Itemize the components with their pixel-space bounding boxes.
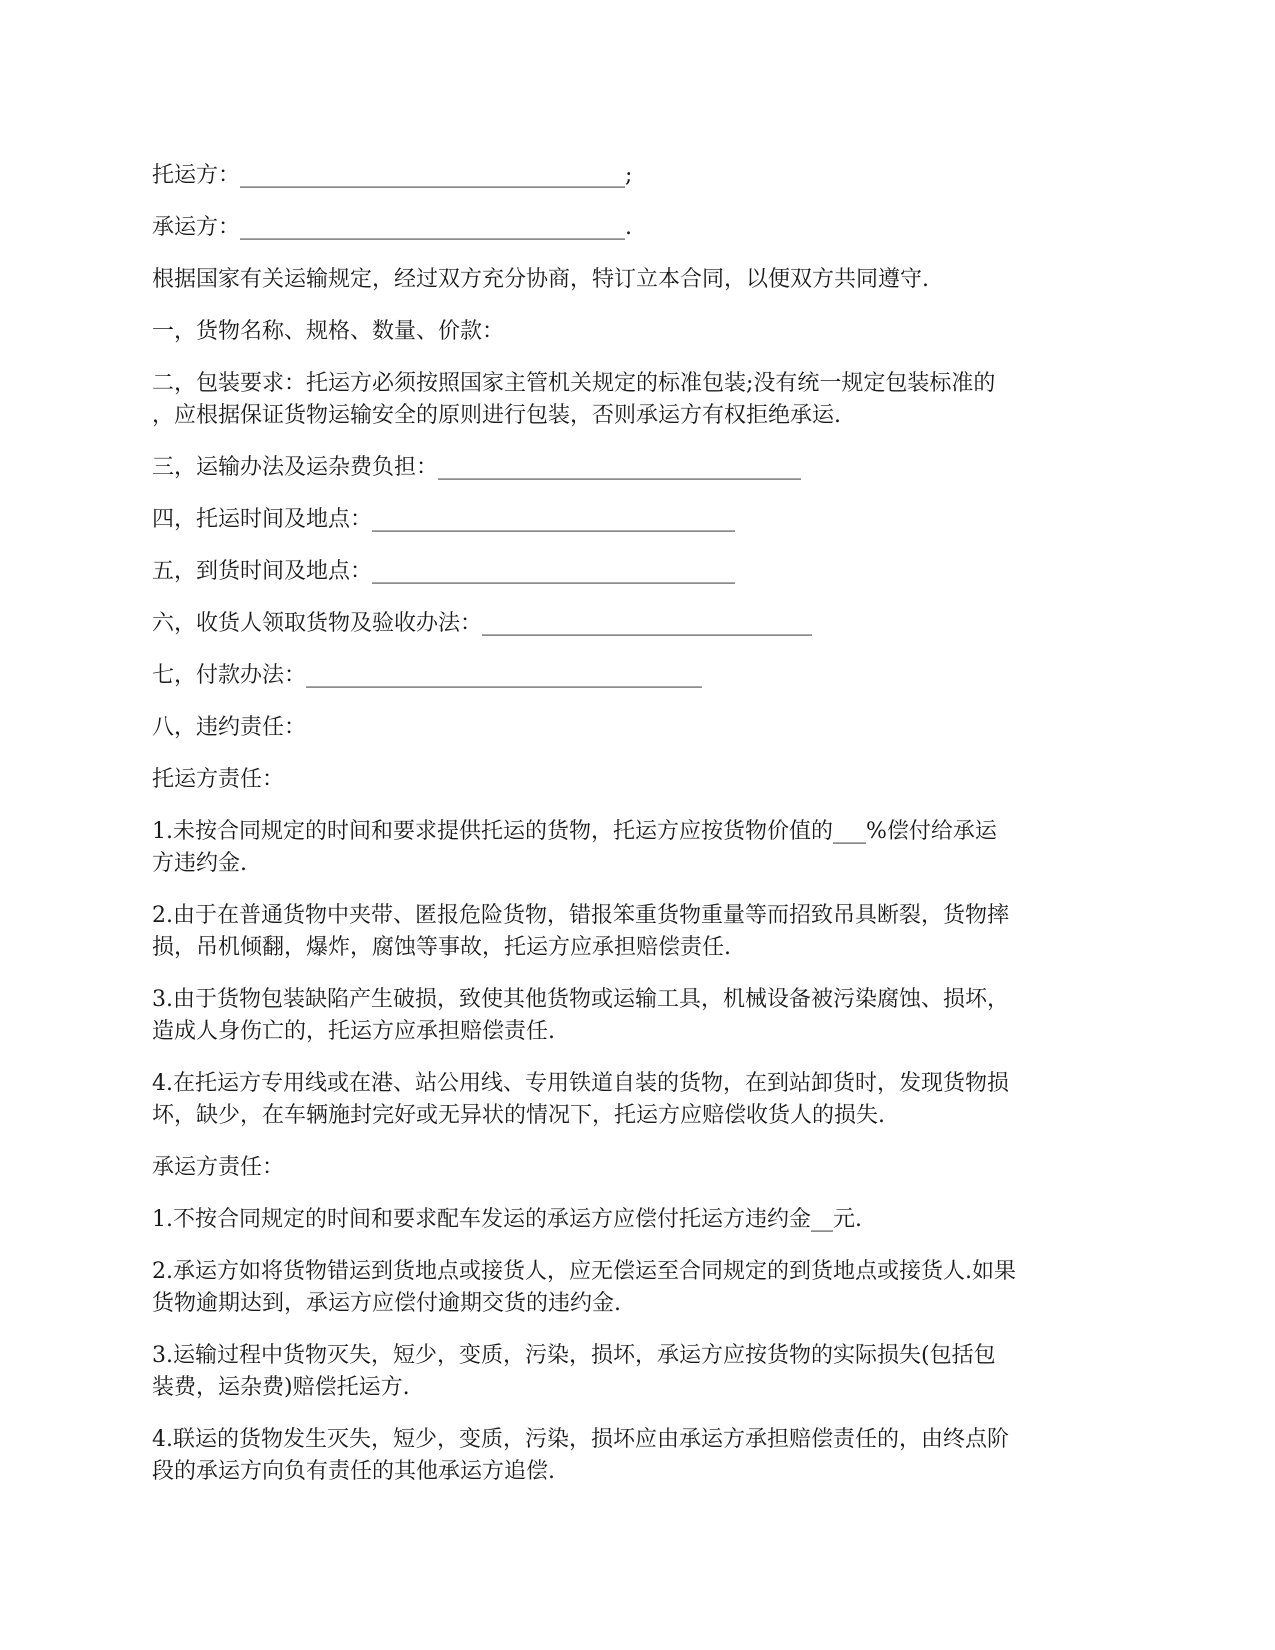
consignor-liability-item-4: 4.在托运方专用线或在港、站公用线、专用铁道自装的货物，在到站卸货时，发现货物损 坏，缺少，在车辆施封完好或无异状的情况下，托运方应赔偿收货人的损失. [152,1071,1009,1128]
consignor-liability-item-2: 2.由于在普通货物中夹带、匿报危险货物，错报笨重货物重量等而招致吊具断裂，货物摔 损，吊机倾翻，爆炸，腐蚀等事故，托运方应承担赔偿责任. [152,903,1009,960]
clause-7-payment: 七，付款办法：____________________________________ [152,663,703,688]
carrier-liability-item-2: 2.承运方如将货物错运到货地点或接货人，应无偿运至合同规定的到货地点或接货人.如果 货物逾期达到，承运方应偿付逾期交货的违约金. [152,1259,1016,1316]
clause-5-arrival-time: 五，到货时间及地点：_________________________________ [152,559,736,584]
carrier-liability-heading: 承运方责任： [152,1155,285,1180]
carrier-liability-item-1: 1.不按合同规定的时间和要求配车发运的承运方应偿付托运方违约金__元. [152,1207,862,1232]
clause-8-liability: 八，违约责任： [152,715,307,740]
carrier-liability-item-3: 3.运输过程中货物灭失，短少，变质，污染，损坏，承运方应按货物的实际损失(包括包 装费，运杂费)赔偿托运方. [152,1343,996,1400]
carrier-line: 承运方：___________________________________. [152,215,632,240]
clause-3-transport-method: 三，运输办法及运杂费负担：_________________________________ [152,455,802,480]
document-body [152,160,1132,1508]
clause-4-shipping-time: 四，托运时间及地点：_________________________________ [152,507,736,532]
clause-1-goods: 一，货物名称、规格、数量、价款： [152,319,505,344]
consignor-liability-heading: 托运方责任： [152,767,285,792]
consignor-line: 托运方：___________________________________; [152,163,633,188]
consignor-liability-item-3: 3.由于货物包装缺陷产生破损，致使其他货物或运输工具，机械设备被污染腐蚀、损坏， 造成人身伤亡的，托运方应承担赔偿责任. [152,987,1009,1044]
clause-2-packaging: 二，包装要求：托运方必须按照国家主管机关规定的标准包装;没有统一规定包装标准的 ，应根据保证货物运输安全的原则进行包装，否则承运方有权拒绝承运. [152,371,996,428]
clause-6-receipt-inspection: 六，收货人领取货物及验收办法：______________________________ [152,611,813,636]
consignor-liability-item-1: 1.未按合同规定的时间和要求提供托运的货物，托运方应按货物价值的___%偿付给承运 方违约金. [152,819,997,876]
preamble-paragraph: 根据国家有关运输规定，经过双方充分协商，特订立本合同，以便双方共同遵守. [152,267,929,292]
carrier-liability-item-4: 4.联运的货物发生灭失，短少，变质，污染，损坏应由承运方承担赔偿责任的，由终点阶 段的承运方向负有责任的其他承运方追偿. [152,1427,1009,1484]
